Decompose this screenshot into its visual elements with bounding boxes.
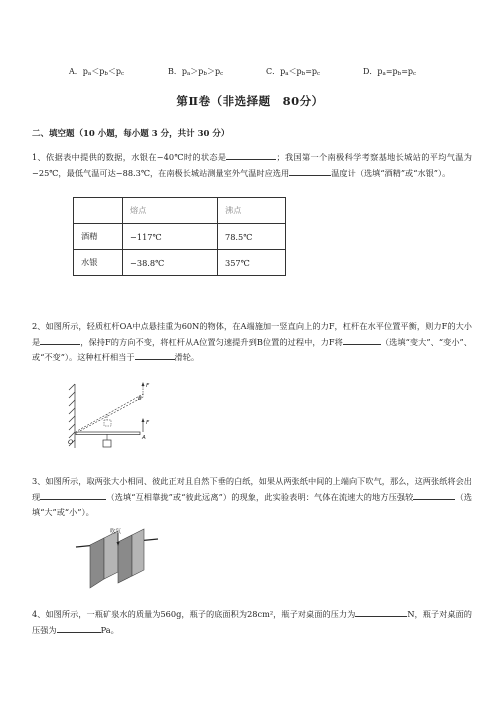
label-f-lower: F [146,420,150,426]
q3-text-1: 3、如图所示，取两张大小相同、彼此正对且自然下垂的白纸，如果从两张纸中间的上端向下吹气，那么，这两张纸将会出现 [32,476,472,502]
q2-text-1: 2、如图所示，轻质杠杆OA中点悬挂重为60N的物体，在A端施加一竖直向上的力F，杠杆在水平位置平衡，则力F的大小是 [32,321,472,347]
question-4 [32,607,472,638]
table-header-cell: 熔点 [123,198,218,224]
melting-boiling-table [73,197,286,276]
q1-text-2: ；我国第一个南极科学考察基地长城站的平均气温为−25℃，最低气温可达−88.3℃，在南极长城站测量室外气温时应选用 [32,152,472,178]
q2-blank-2[interactable] [343,335,381,345]
q4-text-3: Pa。 [100,624,119,635]
q2-blank-1[interactable] [40,335,80,345]
question-1 [32,150,472,181]
question-3 [32,474,472,521]
lever-figure [66,376,158,454]
paper-right [118,535,132,583]
table-header-cell: 沸点 [218,198,286,224]
q3-text-3: （选填“大”或“小”）。 [32,491,472,517]
table-cell: 水银 [74,250,123,276]
label-a: A [142,435,146,441]
table-cell: −38.8℃ [123,250,218,276]
question-2 [32,319,472,366]
option-c: C．pa＜pb=pc [266,67,321,77]
lever-raised [76,394,143,433]
option-d: D．pa=pb=pc [363,67,417,77]
hanging-weight [103,440,111,447]
q4-blank-1[interactable] [355,607,407,617]
label-o: O [68,438,74,446]
q1-text-3: 温度计（选填“酒精”或“水银”）。 [331,167,451,178]
paper-section-title: 第Ⅱ卷（非选择题 80分） [176,94,324,108]
q4-text-2: N，瓶子对桌面的压强为 [32,609,472,635]
paper-blow-figure [74,527,164,591]
q1-text-1: 1、依据表中提供的数据，水银在−40℃时的状态是 [32,152,227,162]
q2-blank-3[interactable] [135,350,175,360]
table-row [74,198,286,224]
q3-blank-1[interactable] [40,490,106,500]
q4-blank-2[interactable] [57,623,101,633]
q2-text-4: 滑轮。 [174,352,200,362]
option-b: B．pa＞pb＞pc [168,67,224,77]
q1-blank-2[interactable] [289,166,331,176]
q2-text-2: ，保持F的方向不变，将杠杆从A位置匀速提升到B位置的过程中，力F将 [80,336,343,347]
q2-text-3: （选填“变大”、“变小”、或“不变”）。这种杠杆相当于 [32,336,472,362]
section-heading: 二、填空题（10 小题，每小题 3 分，共计 30 分） [32,129,230,139]
table-cell: 78.5℃ [218,224,286,250]
table-row [74,250,286,276]
q3-blank-2[interactable] [413,490,455,500]
table-cell: 酒精 [74,224,123,250]
label-f-upper: F [146,383,150,389]
label-b: B [138,396,142,402]
q4-text-1: 4、如图所示，一瓶矿泉水的质量为560g，瓶子的底面积为28cm²，瓶子对桌面的压力为 [32,609,356,619]
table-cell: 357℃ [218,250,286,276]
paper-left [90,538,104,588]
q3-text-2: （选填“互相靠拢”或“彼此远离”）的现象，此实验表明：气体在流速大的地方压强较 [106,491,414,502]
q1-blank-1[interactable] [226,150,276,160]
option-a: A．pa＜pb＜pc [69,67,125,77]
table-cell: −117℃ [123,224,218,250]
table-cell [74,198,123,224]
table-row [74,224,286,250]
lever-horizontal [76,432,140,435]
blow-label: 吹气 [110,529,122,535]
